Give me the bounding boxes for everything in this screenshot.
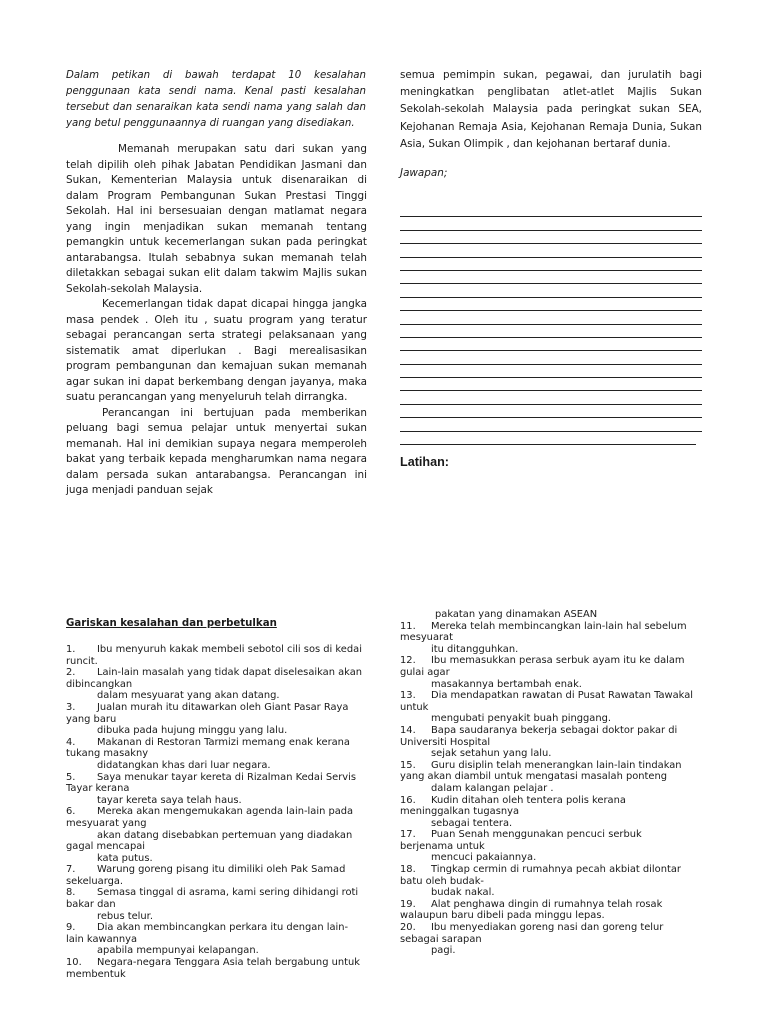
- answer-line[interactable]: [400, 298, 702, 311]
- exercise-text: Jualan murah itu ditawarkan oleh Giant Pasar Raya: [97, 701, 349, 713]
- exercise-item: [66, 922, 368, 957]
- answer-line[interactable]: [400, 405, 702, 418]
- exercise-sentence: [400, 829, 702, 841]
- instruction-text: Dalam petikan di bawah terdapat 10 kesalahan penggunaan kata sendi nama. Kenal pasti kesalahan tersebut dan senaraikan kata sendi nama yang salah dan yang betul penggunaannya di ruangan yang disediakan.: [66, 70, 366, 130]
- exercise-line: lain kawannya: [66, 933, 138, 945]
- exercise-text: Guru disiplin telah menerangkan lain-lain tindakan: [431, 759, 682, 771]
- exercise-line: itu ditangguhkan.: [431, 643, 519, 655]
- exercise-sentence: [66, 887, 368, 899]
- answer-line[interactable]: [400, 418, 702, 431]
- exercise-line: gagal mencapai: [66, 841, 146, 853]
- exercise-number: 19.: [400, 898, 416, 910]
- exercise-line: sejak setahun yang lalu.: [431, 748, 552, 760]
- exercise-item: [66, 667, 368, 702]
- exercise-number: 2.: [66, 667, 76, 679]
- exercise-line: dibincangkan: [66, 678, 133, 690]
- exercise-line: yang akan diambil untuk mengatasi masalah ponteng: [400, 771, 668, 783]
- passage-paragraph-2: Kecemerlangan tidak dapat dicapai hingga jangka masa pendek . Oleh itu , suatu program yang teratur sebagai perancangan serta strategi pelaksanaan yang sistematik amat diperlukan . Bagi merealisasikan program pembangunan dan kemajuan sukan memanah agar sukan ini dapat berkembang dengan jayanya, maka suatu perancangan yang menyeluruh telah dirrangka.: [66, 298, 367, 403]
- exercise-number: 6.: [66, 806, 76, 818]
- exercise-line: tayar kereta saya telah haus.: [97, 794, 242, 806]
- exercise-line: pagi.: [431, 945, 456, 957]
- answer-line[interactable]: [400, 204, 702, 217]
- answer-line[interactable]: [400, 351, 702, 364]
- passage-paragraph-1: Memanah merupakan satu dari sukan yang telah dipilih oleh pihak Jabatan Pendidikan Jasmani dan Sukan, Kementerian Malaysia untuk disenaraikan di dalam Program Pembangunan Sukan Prestasi Tinggi Sekolah. Hal ini bersesuaian dengan matlamat negara yang ingin menjadikan sukan memanah tentang pemangkin untuk kecemerlangan sukan pada peringkat antarabangsa. Itulah sebabnya sukan memanah telah diletakkan sebagai sukan elit dalam takwim Majlis sukan Sekolah-sekolah Malaysia.: [66, 143, 367, 295]
- passage-paragraph-4: semua pemimpin sukan, pegawai, dan jurulatih bagi meningkatkan penglibatan atlet-atlet Majlis Sukan Sekolah-sekolah Malaysia pada peringkat sukan SEA, Kejohanan Remaja Asia, Kejohanan Remaja Dunia, Sukan Asia, Sukan Olimpik , dan kejohanan bertaraf dunia.: [400, 69, 702, 150]
- exercise-line: sebagai sarapan: [400, 933, 482, 945]
- exercise-line: meninggalkan tugasnya: [400, 806, 520, 818]
- exercise-sentence: [66, 772, 368, 784]
- exercise-line: akan datang disebabkan pertemuan yang diadakan: [97, 829, 353, 841]
- exercise-text: Ibu menyuruh kakak membeli sebotol cili sos di kedai: [97, 644, 362, 655]
- answer-line[interactable]: [400, 338, 702, 351]
- exercise-sentence: [400, 655, 702, 667]
- exercise-sentence: [400, 760, 702, 772]
- exercise-line: mesyuarat: [400, 632, 453, 644]
- exercise-line: batu oleh budak-: [400, 875, 484, 887]
- answer-line[interactable]: [400, 378, 702, 391]
- exercise-item: [400, 864, 702, 899]
- exercise-text: Dia mendapatkan rawatan di Pusat Rawatan Tawakal: [431, 690, 694, 702]
- exercise-sentence: [66, 702, 368, 714]
- exercise-item: [400, 690, 702, 725]
- exercise-line: dibuka pada hujung minggu yang lalu.: [97, 725, 288, 737]
- exercise-number: 17.: [400, 829, 416, 841]
- exercise-line: dalam kalangan pelajar .: [431, 782, 554, 794]
- exercise-number: 20.: [400, 922, 416, 934]
- exercise-sentence: [66, 957, 368, 969]
- exercise-text: Puan Senah menggunakan pencuci serbuk: [431, 829, 642, 841]
- answer-line[interactable]: [400, 231, 702, 244]
- exercise-item: [400, 621, 702, 656]
- exercise-text: Semasa tinggal di asrama, kami sering dihidangi roti: [97, 887, 359, 899]
- exercise-sentence: [400, 621, 702, 633]
- answer-line[interactable]: [400, 311, 702, 324]
- exercise-sentence: [66, 644, 368, 656]
- exercise-sentence: [400, 725, 702, 737]
- exercise-number: 14.: [400, 724, 416, 736]
- exercise-line: bakar dan: [66, 899, 116, 911]
- answer-line[interactable]: [400, 244, 702, 257]
- exercise-item: [66, 957, 368, 980]
- exercise-number: 1.: [66, 644, 76, 655]
- exercise-line: mencuci pakaiannya.: [431, 852, 537, 864]
- exercise-line: yang baru: [66, 713, 117, 725]
- exercise-item: [66, 702, 368, 737]
- exercise-line: Tayar kerana: [66, 783, 130, 795]
- exercise-line: sebagai tentera.: [431, 817, 513, 829]
- exercise-item: [66, 887, 368, 922]
- exercise-text: Dia akan membincangkan perkara itu dengan lain-: [97, 922, 349, 934]
- exercise-text: Tingkap cermin di rumahnya pecah akbiat dilontar: [431, 864, 681, 876]
- exercise-line: masakannya bertambah enak.: [431, 678, 582, 690]
- exercise-number: 3.: [66, 701, 76, 713]
- exercise-list-right: [400, 609, 702, 957]
- exercise-text: Saya menukar tayar kereta di Rizalman Kedai Servis: [97, 771, 356, 783]
- answer-line[interactable]: [400, 217, 702, 230]
- exercise-item: [66, 772, 368, 807]
- exercise-sentence: [66, 737, 368, 749]
- exercise-sentence: [400, 690, 702, 702]
- exercise-line: untuk: [400, 701, 429, 713]
- exercise-line: didatangkan khas dari luar negara.: [97, 759, 271, 771]
- exercise-line: kata putus.: [97, 852, 153, 864]
- exercise-text: Kudin ditahan oleh tentera polis kerana: [431, 794, 626, 806]
- exercise-line: berjenama untuk: [400, 840, 485, 852]
- exercise-item: [400, 655, 702, 690]
- exercise-title: Gariskan kesalahan dan perbetulkan: [66, 618, 277, 629]
- exercise-text: Ibu menyediakan goreng nasi dan goreng telur: [431, 922, 664, 934]
- answer-line[interactable]: [400, 325, 702, 338]
- exercise-continuation: pakatan yang dinamakan ASEAN: [435, 609, 598, 620]
- exercise-item: [400, 922, 702, 957]
- exercise-number: 18.: [400, 864, 416, 876]
- latihan-heading: Latihan:: [400, 455, 449, 469]
- exercise-item: [400, 899, 702, 922]
- exercise-line: rebus telur.: [97, 910, 153, 922]
- exercise-line: sekeluarga.: [66, 875, 124, 887]
- exercise-number: 16.: [400, 794, 416, 806]
- answer-line[interactable]: [400, 258, 702, 271]
- exercise-line: walaupun baru dibeli pada minggu lepas.: [400, 910, 605, 922]
- exercise-sentence: [66, 864, 368, 876]
- exercise-line: mengubati penyakit buah pinggang.: [431, 713, 612, 725]
- exercise-text: Negara-negara Tenggara Asia telah bergabung untuk: [97, 957, 360, 969]
- exercise-line: apabila mempunyai kelapangan.: [97, 945, 259, 957]
- answer-lines: [400, 204, 702, 445]
- exercise-text: Makanan di Restoran Tarmizi memang enak kerana: [97, 736, 350, 748]
- exercise-text: Lain-lain masalah yang tidak dapat diselesaikan akan: [97, 667, 363, 679]
- exercise-item: [400, 725, 702, 760]
- exercise-number: 12.: [400, 655, 416, 667]
- exercise-sentence: [400, 899, 702, 911]
- answer-line[interactable]: [400, 271, 702, 284]
- exercise-number: 7.: [66, 864, 76, 876]
- exercise-item: [66, 806, 368, 864]
- exercise-line: budak nakal.: [431, 887, 495, 899]
- exercise-line: gulai agar: [400, 666, 450, 678]
- exercise-sentence: [66, 922, 368, 934]
- exercise-line: tukang masakny: [66, 748, 149, 760]
- passage-paragraph-3: Perancangan ini bertujuan pada memberikan peluang bagi semua pelajar untuk menyertai sukan memanah. Hal ini demikian supaya negara memperoleh bakat yang terbaik kepada mengharumkan nama negara dalam persada sukan antarabangsa. Perancangan ini juga menjadi panduan sejak: [66, 406, 367, 496]
- answer-line[interactable]: [400, 391, 702, 404]
- exercise-sentence: [400, 864, 702, 876]
- exercise-number: 13.: [400, 690, 416, 702]
- answer-label: Jawapan;: [400, 167, 448, 179]
- exercise-item: [66, 644, 368, 667]
- exercise-item: [400, 760, 702, 795]
- exercise-number: 8.: [66, 887, 76, 899]
- answer-line[interactable]: [400, 432, 696, 445]
- exercise-number: 4.: [66, 736, 76, 748]
- exercise-item: [66, 864, 368, 887]
- exercise-item: [400, 795, 702, 830]
- exercise-number: 10.: [66, 957, 82, 969]
- exercise-text: Bapa saudaranya bekerja sebagai doktor pakar di: [431, 724, 678, 736]
- exercise-number: 11.: [400, 620, 416, 632]
- exercise-item: [400, 829, 702, 864]
- exercise-text: Warung goreng pisang itu dimiliki oleh Pak Samad: [97, 864, 346, 876]
- exercise-sentence: [400, 922, 702, 934]
- exercise-line: runcit.: [66, 655, 98, 667]
- passage-left-column: [66, 142, 367, 499]
- exercise-text: Mereka telah membincangkan lain-lain hal sebelum: [431, 620, 687, 632]
- exercise-number: 9.: [66, 922, 76, 934]
- exercise-text: Alat penghawa dingin di rumahnya telah rosak: [431, 898, 663, 910]
- exercise-line: mesyuarat yang: [66, 817, 147, 829]
- exercise-line: membentuk: [66, 968, 126, 980]
- exercise-sentence: [66, 806, 368, 818]
- exercise-list-left: [66, 644, 368, 980]
- exercise-item: [66, 737, 368, 772]
- exercise-line: Universiti Hospital: [400, 736, 491, 748]
- exercise-sentence: [400, 795, 702, 807]
- exercise-number: 5.: [66, 771, 76, 783]
- exercise-line: dalam mesyuarat yang akan datang.: [97, 690, 280, 702]
- exercise-text: Mereka akan mengemukakan agenda lain-lain pada: [97, 806, 354, 818]
- answer-line[interactable]: [400, 365, 702, 378]
- answer-line[interactable]: [400, 284, 702, 297]
- exercise-sentence: [66, 667, 368, 679]
- exercise-text: Ibu memasukkan perasa serbuk ayam itu ke dalam: [431, 655, 685, 667]
- exercise-number: 15.: [400, 759, 416, 771]
